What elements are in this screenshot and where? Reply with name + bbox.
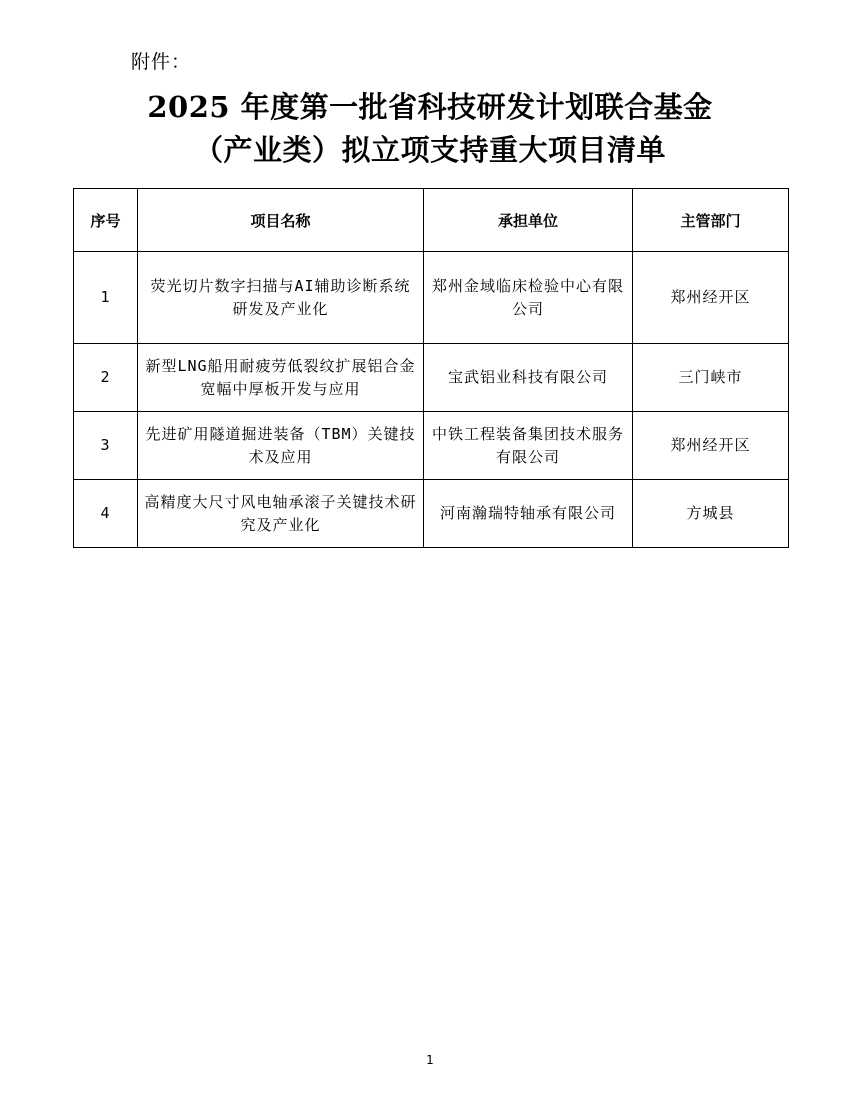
row-undertaking-unit: 郑州金域临床检验中心有限公司 [424, 252, 633, 344]
table-row [74, 252, 789, 344]
header-undertaking-unit: 承担单位 [424, 189, 633, 252]
header-index: 序号 [74, 189, 138, 252]
table-header-row [74, 189, 789, 252]
table-row [74, 344, 789, 412]
header-supervising-department: 主管部门 [633, 189, 789, 252]
row-index: 2 [74, 344, 138, 412]
header-project-name: 项目名称 [138, 189, 424, 252]
row-index: 4 [74, 480, 138, 548]
row-supervising-department: 郑州经开区 [633, 412, 789, 480]
row-project-name: 新型LNG船用耐疲劳低裂纹扩展铝合金宽幅中厚板开发与应用 [138, 344, 424, 412]
project-list-table [73, 188, 789, 548]
row-supervising-department: 方城县 [633, 480, 789, 548]
row-project-name: 高精度大尺寸风电轴承滚子关键技术研究及产业化 [138, 480, 424, 548]
page-number: 1 [426, 1053, 434, 1067]
table-row [74, 480, 789, 548]
title-line-2: （产业类）拟立项支持重大项目清单 [193, 133, 666, 167]
row-undertaking-unit: 中铁工程装备集团技术服务有限公司 [424, 412, 633, 480]
row-index: 1 [74, 252, 138, 344]
row-undertaking-unit: 河南瀚瑞特轴承有限公司 [424, 480, 633, 548]
row-project-name: 荧光切片数字扫描与AI辅助诊断系统研发及产业化 [138, 252, 424, 344]
row-undertaking-unit: 宝武铝业科技有限公司 [424, 344, 633, 412]
row-supervising-department: 三门峡市 [633, 344, 789, 412]
table-row [74, 412, 789, 480]
row-index: 3 [74, 412, 138, 480]
document-title [0, 86, 860, 172]
title-line-1: 2025 年度第一批省科技研发计划联合基金 [147, 90, 713, 124]
row-supervising-department: 郑州经开区 [633, 252, 789, 344]
row-project-name: 先进矿用隧道掘进装备（TBM）关键技术及应用 [138, 412, 424, 480]
attachment-label: 附件： [131, 51, 192, 73]
